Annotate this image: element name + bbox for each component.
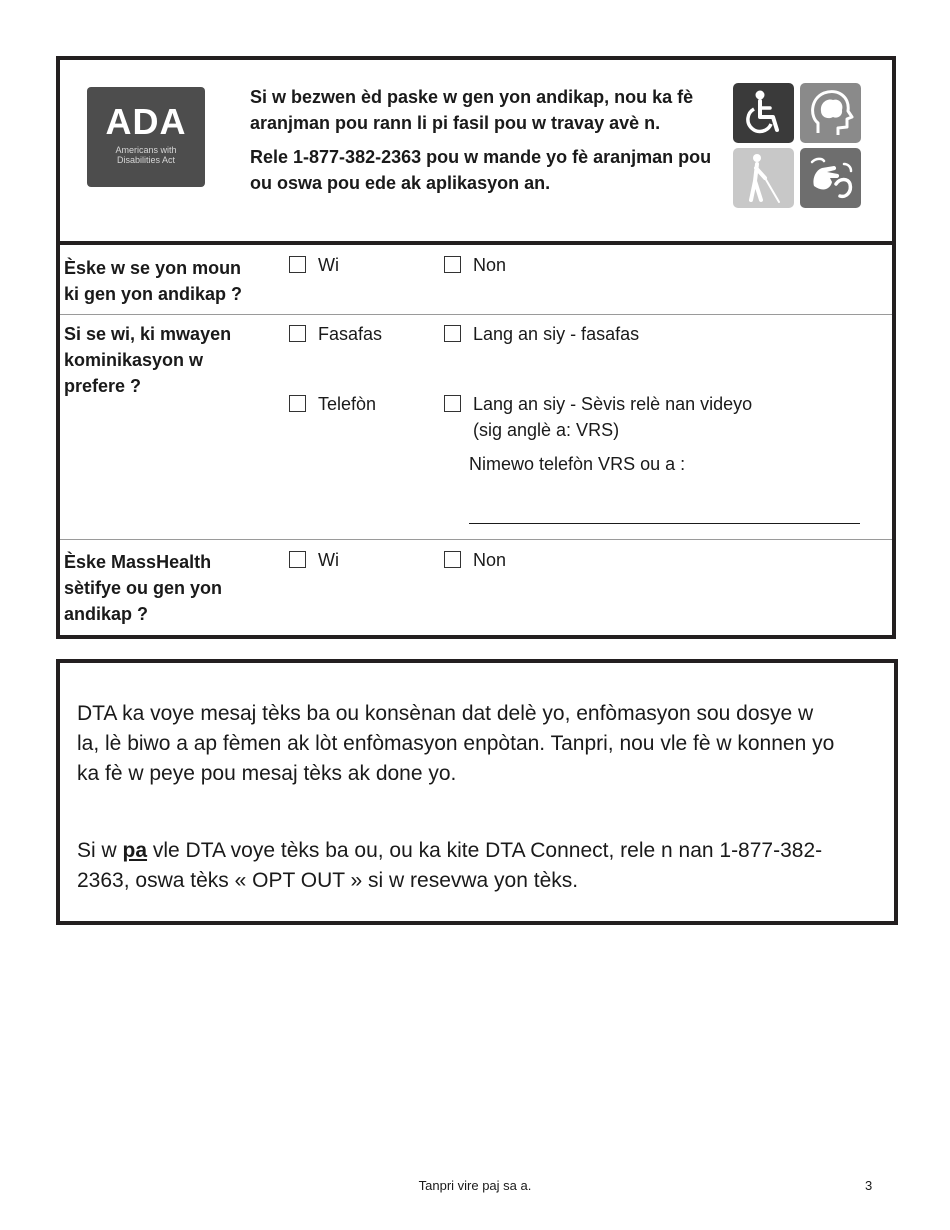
cognitive-head-icon	[800, 83, 861, 143]
masshealth-yes-label: Wi	[318, 550, 339, 570]
masshealth-no-checkbox[interactable]	[444, 551, 461, 568]
text-message-notice	[56, 659, 898, 925]
ada-logo-main-text: ADA	[105, 101, 187, 142]
notice-p2-start: Si w	[77, 839, 123, 862]
in-person-label: Fasafas	[318, 324, 383, 344]
masshealth-question-row	[60, 540, 892, 631]
in-person-option[interactable]	[289, 321, 382, 347]
accessibility-icons	[733, 83, 863, 211]
disability-yes-option[interactable]	[289, 252, 339, 278]
sign-in-person-checkbox[interactable]	[444, 325, 461, 342]
ada-intro-text: Si w bezwen èd paske w gen yon andikap, nou ka fè aranjman pou rann li pi fasil pou w travay avè n.	[250, 87, 694, 133]
vrs-option[interactable]	[444, 391, 784, 443]
masshealth-no-label: Non	[473, 550, 507, 570]
in-person-checkbox[interactable]	[289, 325, 306, 342]
vrs-number-label: Nimewo telefòn VRS ou a :	[469, 454, 686, 474]
disability-yes-checkbox[interactable]	[289, 256, 306, 273]
disability-no-option[interactable]	[444, 252, 506, 278]
vrs-number-field[interactable]	[469, 523, 860, 524]
vrs-label: Lang an siy - Sèvis relè nan videyo (sig anglè a: VRS)	[473, 394, 753, 440]
phone-label: Telefòn	[318, 394, 377, 414]
communication-question-label: Si se wi, ki mwayen kominikasyon w prefere ?	[64, 324, 232, 396]
ada-logo-sub-line1: Americans with	[115, 145, 177, 155]
disability-no-checkbox[interactable]	[444, 256, 461, 273]
vrs-checkbox[interactable]	[444, 395, 461, 412]
masshealth-yes-checkbox[interactable]	[289, 551, 306, 568]
masshealth-yes-option[interactable]	[289, 547, 339, 573]
notice-p2-end: vle DTA voye tèks ba ou, ou ka kite DTA Connect, rele n nan 1-877-382-2363, oswa tèks « OPT OUT » si w resevwa yon tèks.	[77, 839, 823, 892]
page-number: 3	[865, 1178, 873, 1193]
communication-question-row	[60, 315, 892, 540]
sign-in-person-option[interactable]	[444, 321, 639, 347]
ada-header	[60, 60, 892, 245]
accessibility-box	[56, 56, 896, 639]
notice-paragraph-1: DTA ka voye mesaj tèks ba ou konsènan dat delè yo, enfòmasyon sou dosye w la, lè biwo a ap fèmen ak lòt enfòmasyon enpòtan. Tanpri, nou vle fè w konnen yo ka fè w peye pou mesaj tèks ak done yo.	[77, 702, 835, 785]
ada-logo-sub-line2: Disabilities Act	[116, 155, 176, 165]
sign-in-person-label: Lang an siy - fasafas	[473, 324, 640, 344]
wheelchair-icon	[733, 83, 794, 143]
disability-question-row	[60, 245, 892, 315]
footer-turn-page: Tanpri vire paj sa a.	[418, 1178, 532, 1193]
disability-yes-label: Wi	[318, 255, 339, 275]
notice-paragraph-2	[77, 836, 837, 896]
ada-logo	[87, 87, 205, 187]
ada-logo-subtext	[87, 145, 205, 165]
notice-p2-emphasis: pa	[122, 839, 148, 862]
sign-language-icon	[800, 148, 861, 208]
ada-call-text: Rele 1-877-382-2363 pou w mande yo fè aranjman pou ou oswa pou ede ak aplikasyon an.	[250, 147, 712, 193]
blind-cane-icon	[733, 148, 794, 208]
phone-option[interactable]	[289, 391, 376, 417]
masshealth-question-label: Èske MassHealth sètifye ou gen yon andikap ?	[64, 552, 223, 624]
disability-no-label: Non	[473, 255, 507, 275]
ada-header-text	[250, 84, 720, 204]
masshealth-no-option[interactable]	[444, 547, 506, 573]
disability-question-label: Èske w se yon moun ki gen yon andikap ?	[64, 258, 243, 304]
phone-checkbox[interactable]	[289, 395, 306, 412]
